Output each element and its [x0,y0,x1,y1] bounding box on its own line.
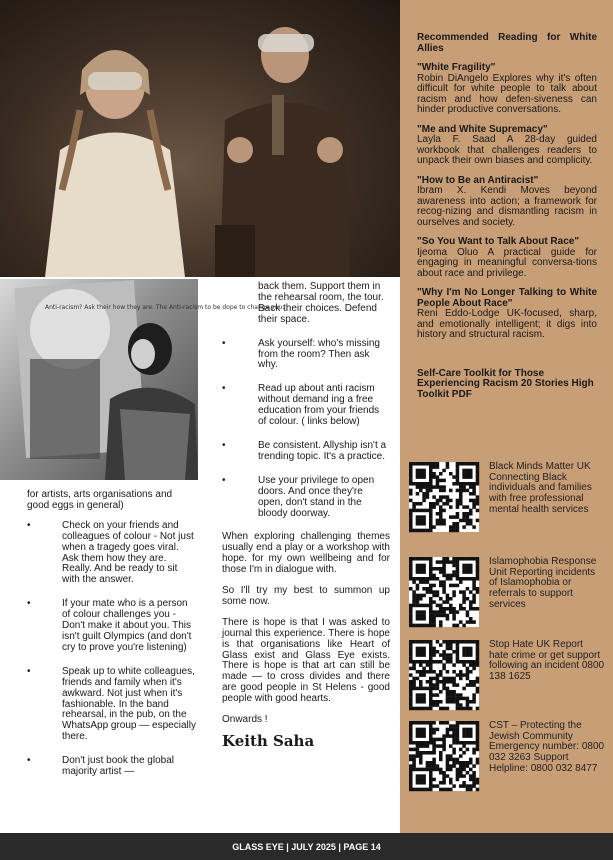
book-entry [417,125,597,167]
poster-photo [0,279,288,480]
author-signature: Keith Saha [222,732,315,750]
paragraph: So I'll try my best to summon up some now. [222,585,390,607]
book-entry [417,176,597,229]
list-item: • If your mate who is a person of colour challenges you - Don't make it about you. This isn't guilt Olympics (and don't cry to prove you're listening) [27,599,197,654]
list-item: • Speak up to white colleagues, friends and family when it's awkward. Not just when it's fashionable. In the band rehearsal, in the pub, on the WhatsApp group — especially there. [27,667,197,743]
qr-code-icon[interactable] [409,640,479,710]
left-intro: for artists, arts organisations and good eggs in general) [27,489,173,511]
reading-sidebar [400,0,613,833]
sidebar-heading: Recommended Reading for White Allies [417,32,597,54]
qr-code-icon[interactable] [409,721,479,791]
book-description: Ibram X. Kendi Moves beyond awareness into action; a framework for recog-nizing and dismantling racism in ourselves and society. [417,185,597,228]
resource-text: Black Minds Matter UK Connecting Black individuals and families with free professional mental health services [489,461,592,515]
resource-text: CST – Protecting the Jewish Community Emergency number: 0800 032 3263 Support Helpline: 0800 032 8477 [489,720,605,774]
qr-code-pattern [409,462,479,532]
middle-column [222,281,390,750]
book-entry [417,63,597,116]
continued-item: back them. Support them in the rehearsal room, the tour. Back their choices. Defend their space. [258,281,384,325]
poster-photo-illustration [0,279,288,480]
stage-photo [0,0,400,277]
book-title: "Why I'm No Longer Talking to White People About Race" [417,287,597,309]
list-item: • Use your privilege to open doors. And once they're open, don't stand in the bloody doorway. [222,476,390,520]
toolkit-link[interactable]: Self-Care Toolkit for Those Experiencing Racism 20 Stories High Toolkit PDF [417,367,594,400]
book-title: "How to Be an Antiracist" [417,174,539,186]
resource-text: Stop Hate UK Report hate crime or get support following an incident 0800 138 1625 [489,639,605,683]
left-column [27,490,197,791]
book-title: "White Fragility" [417,62,496,73]
paragraph: When exploring challenging themes usually end a play or a workshop with hope. for my own wellbeing and for those I'm in dialogue with. [222,531,390,576]
qr-code-pattern [409,640,479,710]
qr-code-pattern [409,721,479,791]
list-item: • Check on your friends and colleagues of colour - Not just when a tragedy goes viral. Ask them how they are. Really. And be ready to sit with the answer. [27,521,197,586]
resource-entry [409,721,605,791]
page-footer [0,833,613,860]
poster-text: Anti-racism? Ask their how they are. The Anti-racism to be dope to change you... [45,304,288,311]
book-title: "Me and White Supremacy" [417,123,548,135]
list-item: • Read up about anti racism without demand ing a free education from your friends of colour. ( links below) [222,384,390,428]
book-description: Ijeoma Oluo A practical guide for engaging in meaningful conversa-tions about race and privilege. [417,246,597,279]
list-item: • Ask yourself: who's missing from the room? Then ask why. [222,339,390,372]
qr-code-icon[interactable] [409,557,479,627]
book-description: Layla F. Saad A 28-day guided workbook that challenges readers to unpack their own biases and complicity. [417,134,597,166]
book-title: "So You Want to Talk About Race" [417,236,580,247]
qr-code-pattern [409,557,479,627]
qr-code-icon[interactable] [409,462,479,532]
footer-text: GLASS EYE | JULY 2025 | PAGE 14 [232,841,381,852]
resource-text: Islamophobia Response Unit Reporting incidents of Islamophobia or referrals to support services [489,556,597,610]
book-description: Robin DiAngelo Explores why it's often difficult for white people to talk about racism and how defen-siveness can hinder productive conversations. [417,72,597,115]
resource-entry [409,640,605,710]
list-item: • Be consistent. Allyship isn't a trending topic. It's a practice. [222,441,390,463]
resource-entry [409,462,605,532]
paragraph: There is hope is that I was asked to journal this experience. There is hope is that organisations like Heart of Glass exist and Glass Eye exists. There is hope is that art can still be made — to cross divides and there are good people in St Helens - good people with good hearts. [222,616,390,705]
stage-photo-illustration [0,0,400,277]
list-item: • Don't just book the global majority artist — [27,756,197,778]
book-entry [417,237,597,279]
resource-entry [409,557,605,627]
book-entry [417,288,597,341]
book-description: Reni Eddo-Lodge UK-focused, sharp, and emotionally intelligent; it digs into history and structural racism. [417,308,597,340]
paragraph: Onwards ! [222,714,268,726]
